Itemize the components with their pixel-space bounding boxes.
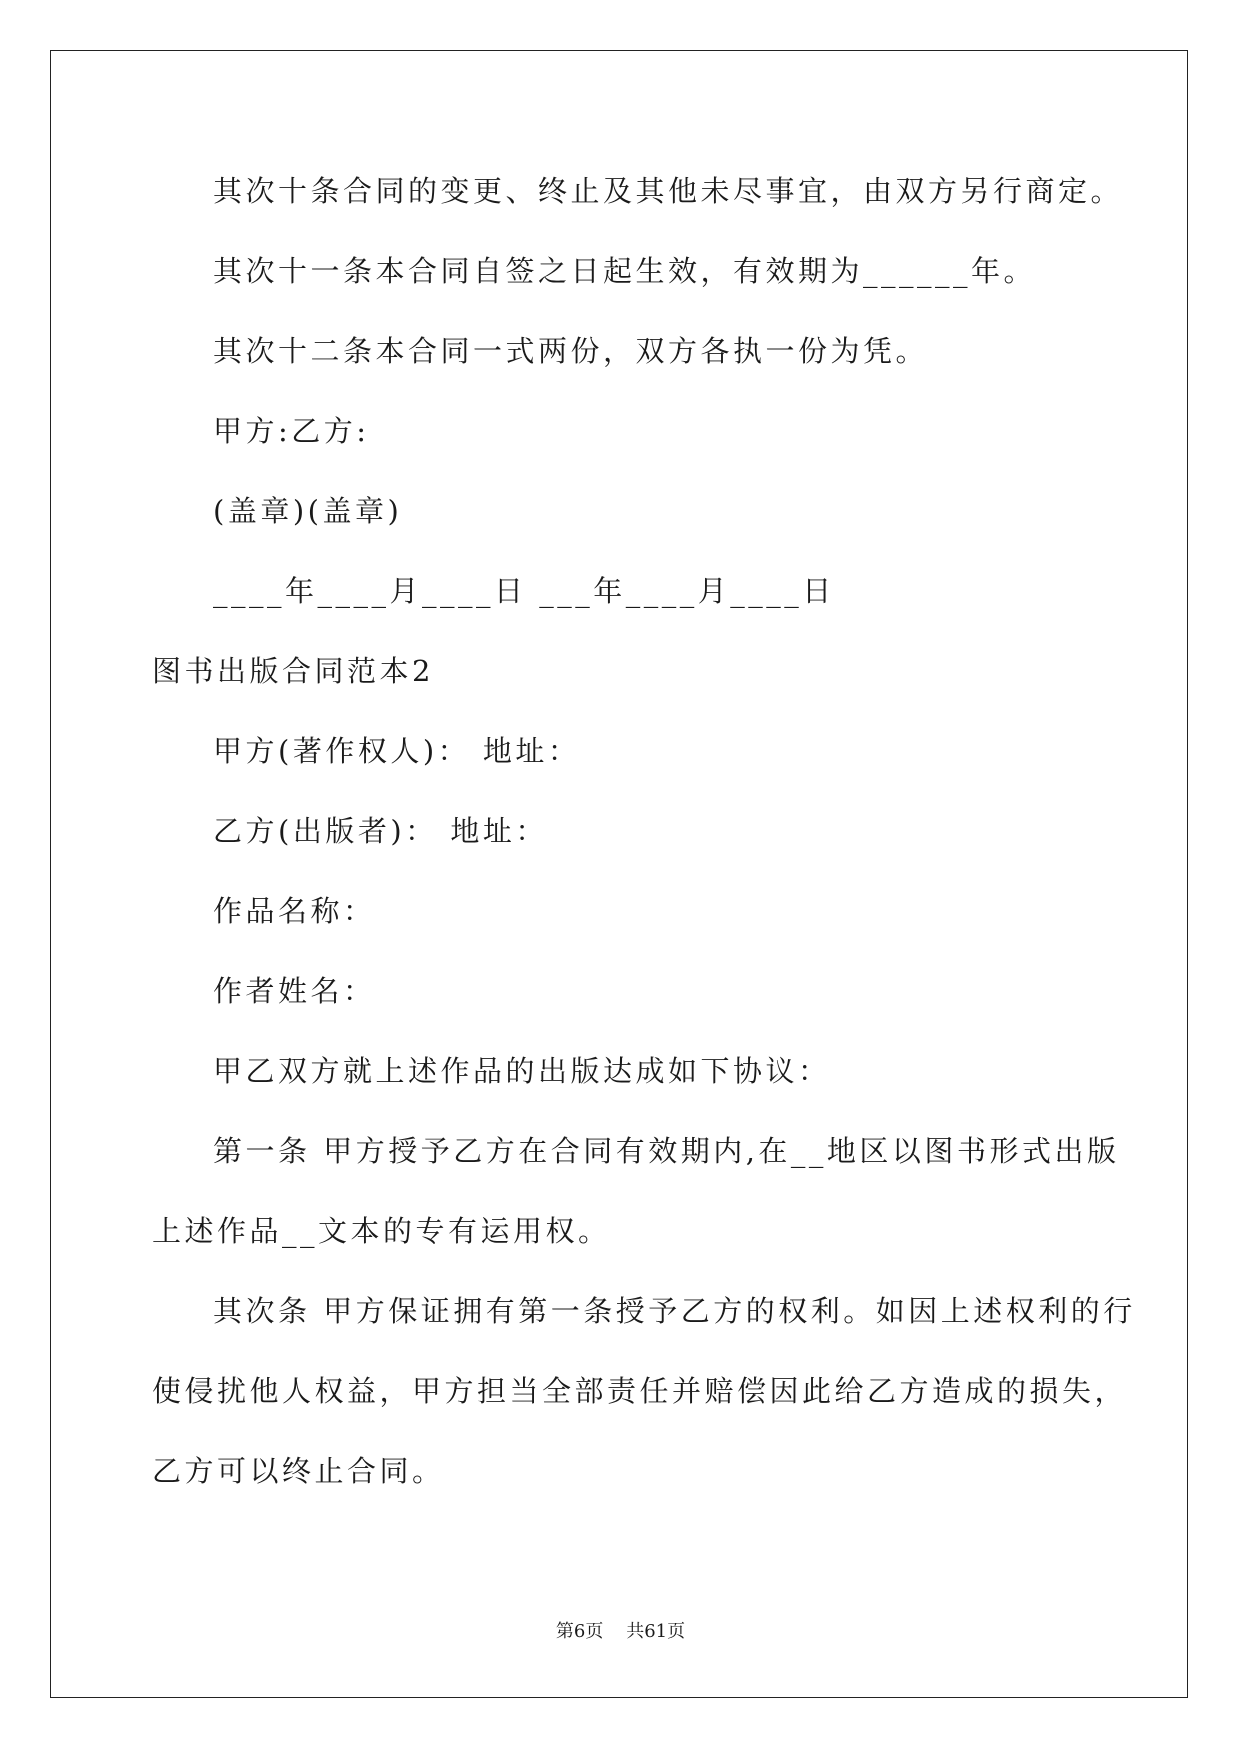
article-2-line-2: 使侵扰他人权益，甲方担当全部责任并赔偿因此给乙方造成的损失， — [152, 1374, 1128, 1408]
seal-labels: (盖章)(盖章) — [213, 494, 403, 528]
agreement-intro: 甲乙双方就上述作品的出版达成如下协议： — [213, 1054, 831, 1088]
article-22-text: 其次十二条本合同一式两份，双方各执一份为凭。 — [213, 334, 929, 368]
author-name-line: 作者姓名： — [213, 974, 376, 1008]
article-1-line-2: 上述作品__文本的专有运用权。 — [152, 1214, 611, 1248]
article-1-line-1: 第一条 甲方授予乙方在合同有效期内,在__地区以图书形式出版 — [213, 1134, 1120, 1168]
section-title: 图书出版合同范本2 — [152, 654, 434, 688]
party-labels: 甲方:乙方: — [213, 414, 370, 448]
article-2-line-1: 其次条 甲方保证拥有第一条授予乙方的权利。如因上述权利的行 — [213, 1294, 1136, 1328]
work-title-line: 作品名称： — [213, 894, 376, 928]
party-a-line: 甲方(著作权人)： 地址： — [213, 734, 581, 768]
date-lines: ____年____月____日 ___年____月____日 — [213, 574, 835, 608]
article-2-line-3: 乙方可以终止合同。 — [152, 1454, 445, 1488]
party-b-line: 乙方(出版者)： 地址： — [213, 814, 548, 848]
article-21-text: 其次十一条本合同自签之日起生效，有效期为______年。 — [213, 254, 1037, 288]
article-20-text: 其次十条合同的变更、终止及其他未尽事宜，由双方另行商定。 — [213, 174, 1124, 208]
page-number: 第6页 共61页 — [555, 1621, 686, 1642]
